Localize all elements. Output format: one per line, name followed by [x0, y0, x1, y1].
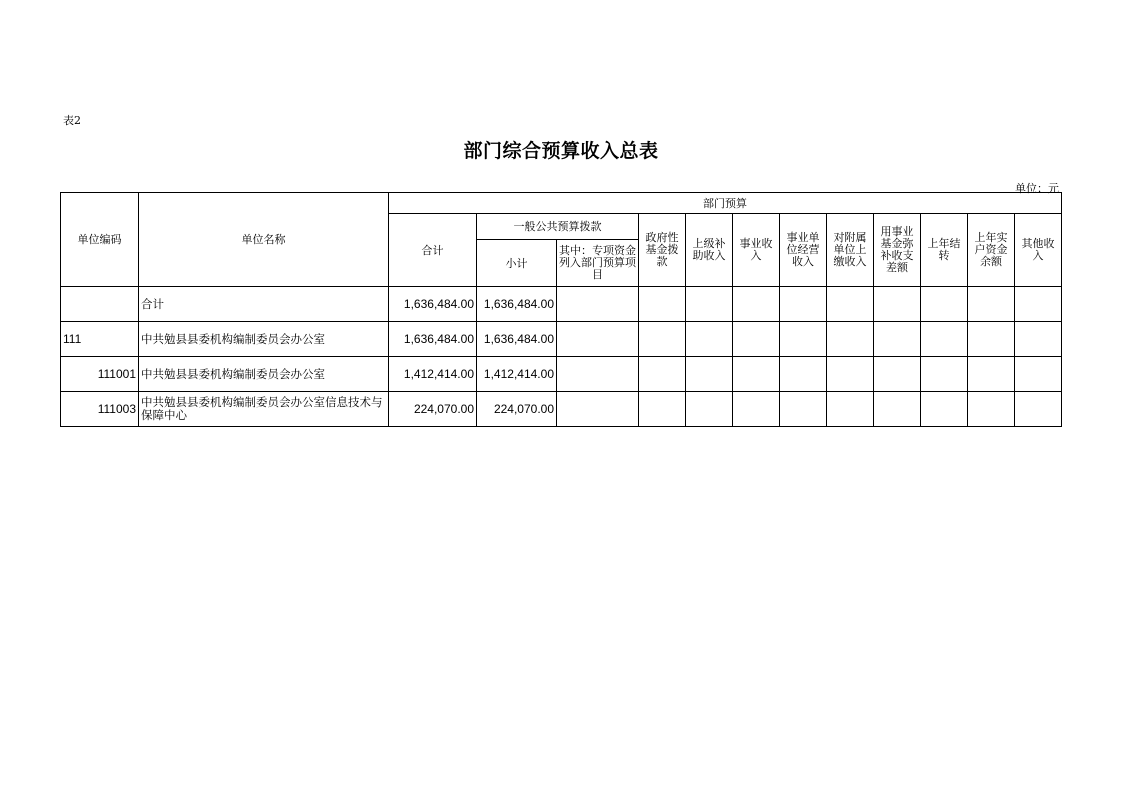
table-row — [61, 357, 1062, 392]
row-cell — [874, 357, 921, 392]
row-cell — [780, 392, 827, 427]
header-general-public: 一般公共预算拨款 — [477, 214, 639, 240]
row-cell — [733, 322, 780, 357]
header-career-income: 事业收入 — [733, 214, 780, 287]
row-cell — [921, 392, 968, 427]
row-cell — [733, 357, 780, 392]
row-cell — [968, 357, 1015, 392]
header-prior-balance: 上年实户资金余额 — [968, 214, 1015, 287]
row-cell — [874, 392, 921, 427]
table-row — [61, 392, 1062, 427]
row-cell — [557, 357, 639, 392]
header-other-income: 其他收入 — [1015, 214, 1062, 287]
header-carryover: 上年结转 — [921, 214, 968, 287]
row-cell — [639, 287, 686, 322]
row-total: 1,636,484.00 — [389, 322, 477, 357]
row-cell — [686, 322, 733, 357]
table-number: 表2 — [63, 114, 81, 127]
row-name: 合计 — [139, 287, 389, 322]
header-dept-budget: 部门预算 — [389, 193, 1062, 214]
row-total: 1,636,484.00 — [389, 287, 477, 322]
row-cell — [686, 287, 733, 322]
row-cell — [780, 287, 827, 322]
row-cell — [827, 357, 874, 392]
header-row-1 — [61, 193, 1062, 214]
row-cell — [780, 357, 827, 392]
row-subtotal: 224,070.00 — [477, 392, 557, 427]
row-cell — [921, 357, 968, 392]
row-code: 111003 — [61, 392, 139, 427]
row-cell — [874, 322, 921, 357]
row-cell — [1015, 392, 1062, 427]
row-cell — [921, 322, 968, 357]
header-business-income: 事业单位经营收入 — [780, 214, 827, 287]
row-subtotal: 1,412,414.00 — [477, 357, 557, 392]
row-code: 111 — [61, 322, 139, 357]
header-subtotal: 小计 — [477, 240, 557, 287]
row-cell — [639, 357, 686, 392]
table-row — [61, 322, 1062, 357]
row-cell — [733, 392, 780, 427]
row-cell — [921, 287, 968, 322]
row-cell — [827, 322, 874, 357]
table-row — [61, 287, 1062, 322]
row-cell — [827, 392, 874, 427]
header-superior-subsidy: 上级补助收入 — [686, 214, 733, 287]
page-title: 部门综合预算收入总表 — [463, 140, 659, 162]
header-special-funds: 其中：专项资金列入部门预算项目 — [557, 240, 639, 287]
row-name: 中共勉县县委机构编制委员会办公室 — [139, 357, 389, 392]
row-code: 111001 — [61, 357, 139, 392]
row-cell — [874, 287, 921, 322]
budget-income-table — [60, 192, 1062, 427]
row-cell — [1015, 287, 1062, 322]
row-name: 中共勉县县委机构编制委员会办公室 — [139, 322, 389, 357]
row-cell — [686, 357, 733, 392]
header-subsidiary-income: 对附属单位上缴收入 — [827, 214, 874, 287]
unit-label: 单位：元 — [1015, 182, 1059, 195]
row-cell — [639, 322, 686, 357]
row-cell — [557, 322, 639, 357]
row-cell — [968, 392, 1015, 427]
row-cell — [639, 392, 686, 427]
row-cell — [557, 392, 639, 427]
row-cell — [686, 392, 733, 427]
row-cell — [968, 287, 1015, 322]
header-unit-code: 单位编码 — [61, 193, 139, 287]
header-gov-fund: 政府性基金拨款 — [639, 214, 686, 287]
row-cell — [827, 287, 874, 322]
row-code — [61, 287, 139, 322]
row-subtotal: 1,636,484.00 — [477, 322, 557, 357]
header-unit-name: 单位名称 — [139, 193, 389, 287]
header-fund-gap: 用事业基金弥补收支差额 — [874, 214, 921, 287]
row-total: 1,412,414.00 — [389, 357, 477, 392]
row-cell — [968, 322, 1015, 357]
row-cell — [1015, 357, 1062, 392]
header-total: 合计 — [389, 214, 477, 287]
row-total: 224,070.00 — [389, 392, 477, 427]
row-cell — [1015, 322, 1062, 357]
row-cell — [733, 287, 780, 322]
row-cell — [780, 322, 827, 357]
row-subtotal: 1,636,484.00 — [477, 287, 557, 322]
row-cell — [557, 287, 639, 322]
row-name: 中共勉县县委机构编制委员会办公室信息技术与保障中心 — [139, 392, 389, 427]
